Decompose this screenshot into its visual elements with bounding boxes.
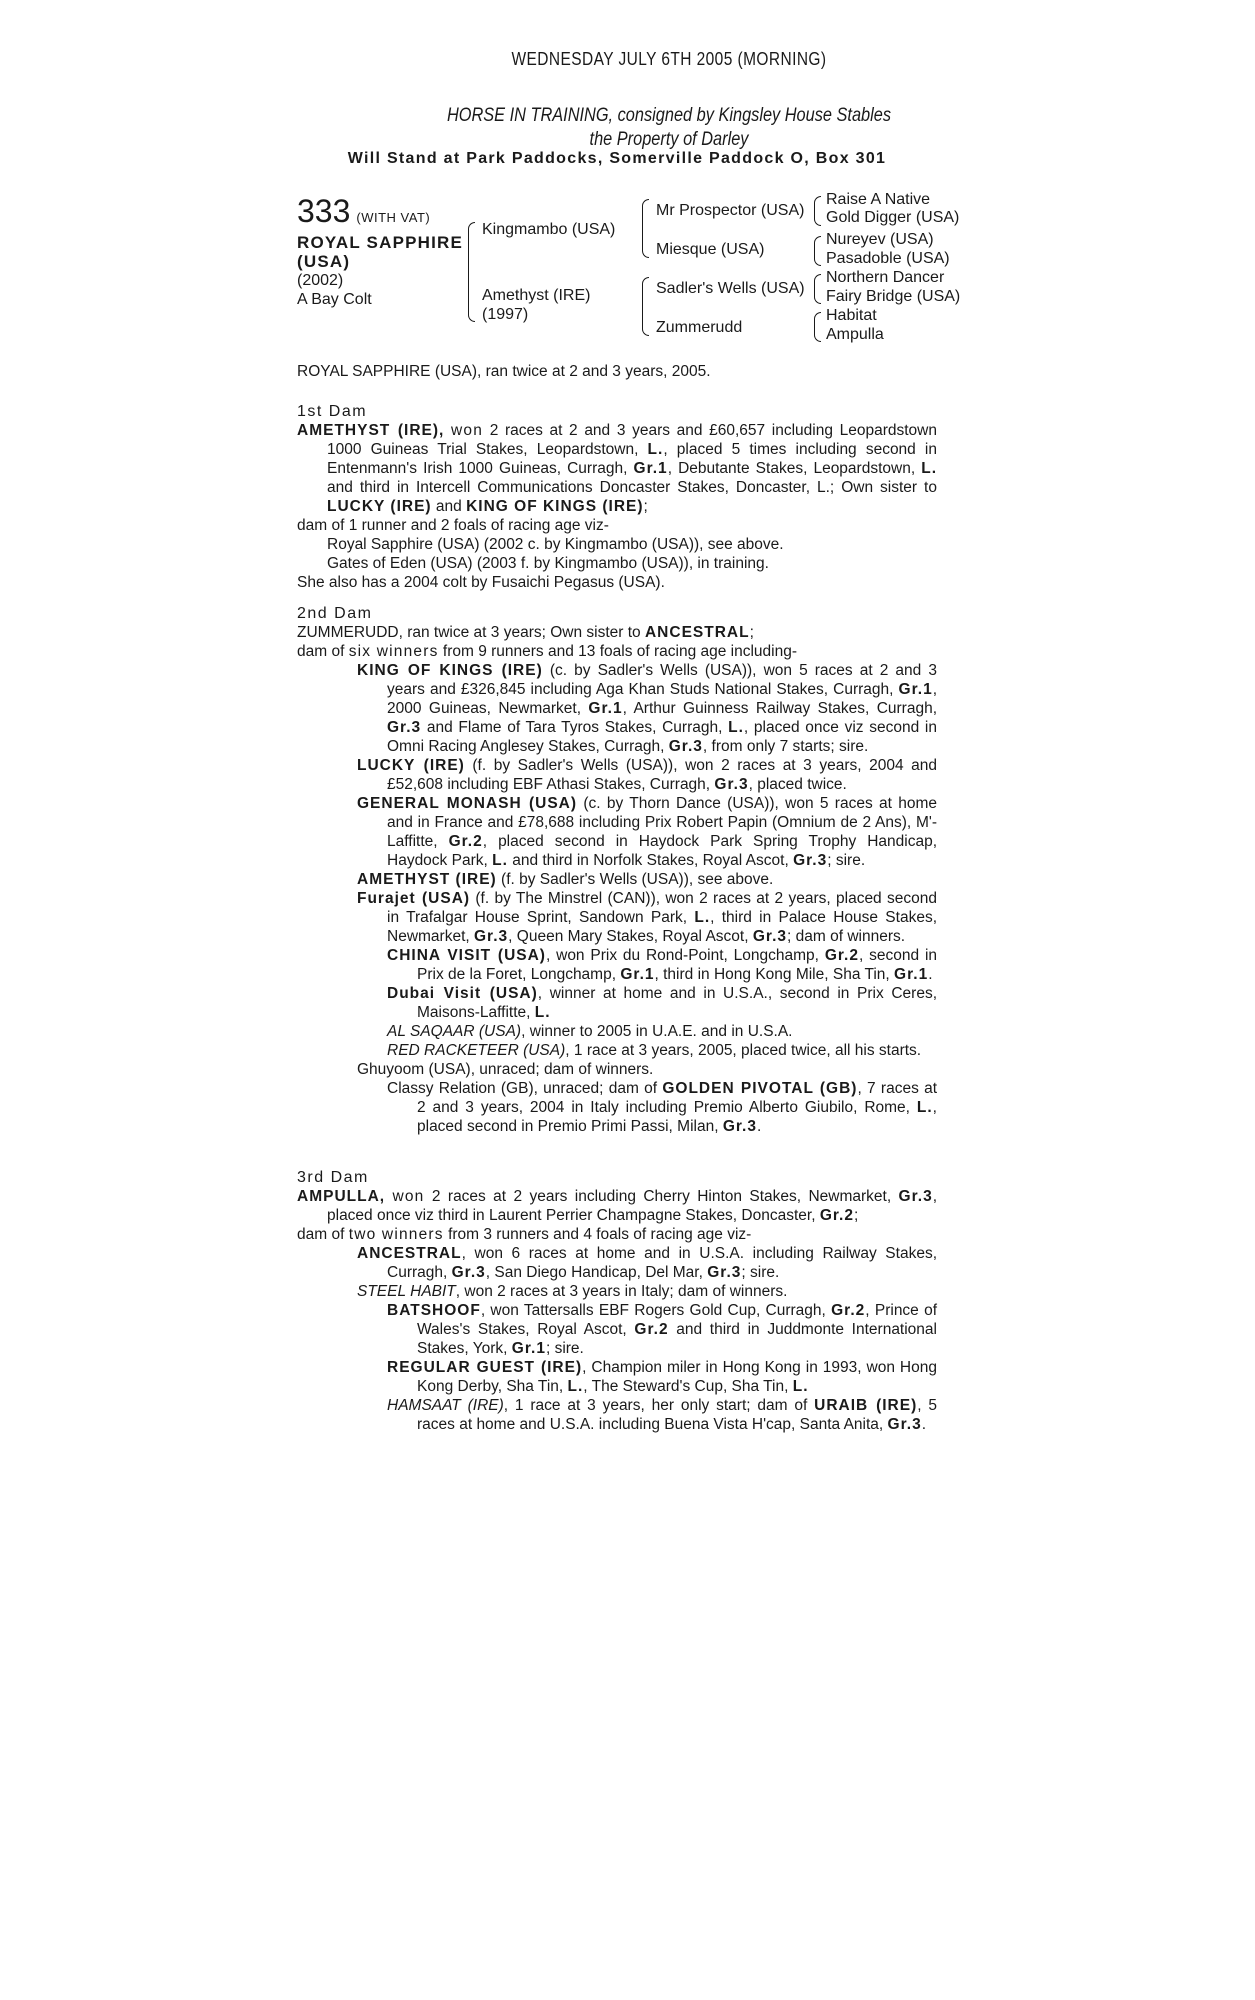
property-line: the Property of Darley [589, 129, 749, 150]
horse-name: CHINA VISIT (USA) [387, 947, 546, 964]
text-fragment: . [921, 1416, 927, 1433]
text-fragment: , Arthur Guinness Railway Stakes, Curragh, [622, 700, 937, 717]
dam-dam-dam: Ampulla [826, 326, 884, 343]
text-fragment: Gr.3 [668, 738, 703, 755]
text-fragment: Gr.3 [707, 1264, 742, 1281]
first-dam-record [297, 421, 937, 516]
horse-name: GOLDEN PIVOTAL (GB) [662, 1080, 858, 1097]
produce-note: She also has a 2004 colt by Fusaichi Pegasus (USA). [297, 574, 665, 591]
text-fragment: , placed second in Premio Primi Passi, Milan, [417, 1099, 937, 1135]
grand-produce-item [297, 1358, 937, 1396]
sibling-name: KING OF KINGS (IRE) [466, 498, 644, 515]
listed-label: L. [921, 460, 938, 477]
stand-text: Will Stand at Park Paddocks, Somerville Paddock O, Box 301 [347, 150, 887, 167]
text-fragment: 2 races at 2 years including Cherry Hinton Stakes, Newmarket, [431, 1188, 892, 1205]
text-fragment: ; dam of winners. [787, 928, 906, 945]
horse-name: REGULAR GUEST (IRE) [387, 1359, 583, 1376]
sire-brace [642, 199, 649, 258]
text-fragment: , 7 races at 2 and 3 years, 2004 in Italy including Premio Alberto Giubilo, Rome, [417, 1080, 938, 1116]
produce-item [297, 1282, 937, 1301]
text-fragment: Gr.2 [448, 833, 483, 850]
text-fragment: , placed once viz second in Omni Racing Anglesey Stakes, Curragh, [387, 719, 937, 755]
text-fragment: Gr.1 [620, 966, 655, 983]
second-dam-heading: 2nd Dam [297, 605, 373, 622]
dam-name: AMPULLA, [297, 1188, 386, 1205]
horse-name: ANCESTRAL [357, 1245, 462, 1262]
horse-name: LUCKY (IRE) [357, 757, 465, 774]
text-fragment: Gr.3 [722, 1118, 757, 1135]
produce-item [297, 661, 937, 756]
text-fragment: L. [916, 1099, 933, 1116]
record-text: and [435, 498, 462, 515]
text-fragment: won [392, 1188, 425, 1205]
sire-dam-sire: Nureyev (USA) [826, 231, 934, 248]
text-fragment: , third in Hong Kong Mile, Sha Tin, [654, 966, 890, 983]
text-fragment: and Flame of Tara Tyros Stakes, Curragh, [426, 719, 723, 736]
grand-produce-item [297, 1079, 937, 1136]
lot-block [297, 195, 463, 309]
text-fragment: and third in Norfolk Stakes, Royal Ascot, [512, 852, 789, 869]
record-text: ; [643, 498, 648, 515]
horse-name: ROYAL SAPPHIRE [297, 233, 464, 252]
record-text: , placed 5 times including second in Entenmann's Irish 1000 Guineas, Curragh, [327, 441, 937, 477]
horse-country: (USA) [297, 252, 351, 271]
text-fragment: ; sire. [741, 1264, 780, 1281]
won-text: won [451, 422, 484, 439]
second-dam-section [297, 604, 937, 1136]
produce-item: Royal Sapphire (USA) (2002 c. by Kingmambo (USA)), see above. [327, 536, 784, 553]
text-fragment: , won Tattersalls EBF Rogers Gold Cup, Curragh, [480, 1302, 826, 1319]
vat-label: (WITH VAT) [356, 210, 431, 225]
winners-count: six winners [348, 643, 439, 660]
text-fragment: , 2000 Guineas, Newmarket, [387, 681, 938, 717]
record-text: dam of [297, 643, 345, 660]
lot-number: 333 [297, 193, 351, 229]
horse-name: BATSHOOF [387, 1302, 481, 1319]
third-dam-section [297, 1168, 937, 1434]
sale-date-text: WEDNESDAY JULY 6TH 2005 (MORNING) [511, 49, 827, 69]
grand-produce-item [297, 946, 937, 984]
second-dam-record [297, 623, 937, 642]
record-text: from 9 runners and 13 foals of racing age including- [442, 643, 798, 660]
consignment-line: HORSE IN TRAINING, consigned by Kingsley House Stables [446, 105, 892, 126]
text-fragment: Gr.3 [752, 928, 788, 945]
text-fragment: , placed twice. [748, 776, 847, 793]
text-fragment: Gr.2 [634, 1321, 669, 1338]
sd-brace [814, 236, 821, 266]
grand-produce-item [297, 1041, 937, 1060]
sire-sire-dam: Gold Digger (USA) [826, 209, 960, 226]
text-fragment: , 1 race at 3 years, her only start; dam of [503, 1397, 808, 1414]
sire-sire: Mr Prospector (USA) [656, 202, 805, 219]
horse-name: Dubai Visit (USA) [387, 985, 538, 1002]
dam-sire-dam: Fairy Bridge (USA) [826, 288, 961, 305]
horse-name: AMETHYST (IRE) [357, 871, 497, 888]
text-fragment: ; sire. [545, 1340, 584, 1357]
grand-produce-item [297, 984, 937, 1022]
dam-year: (1997) [482, 306, 529, 323]
text-fragment: Gr.3 [451, 1264, 486, 1281]
text-fragment: , Champion miler in Hong Kong in 1993, won Hong Kong Derby, Sha Tin, [417, 1359, 937, 1395]
first-dam-section [297, 402, 937, 592]
produce-intro [297, 1225, 937, 1244]
race-summary [297, 362, 937, 381]
text-fragment: Gr.3 [474, 928, 509, 945]
text-fragment: . [757, 1118, 762, 1135]
text-fragment: ; [854, 1207, 859, 1224]
dam: Amethyst (IRE) [482, 287, 591, 304]
text-fragment: . [928, 966, 933, 983]
text-fragment: Gr.3 [887, 1416, 922, 1433]
grand-produce-item [297, 1301, 937, 1358]
text-fragment: , won 2 races at 3 years in Italy; dam of winners. [455, 1283, 788, 1300]
horse-name: AL SAQAAR (USA) [387, 1023, 522, 1040]
record-text: ZUMMERUDD, ran twice at 3 years; Own sister to [297, 624, 641, 641]
sire-dam-dam: Pasadoble (USA) [826, 250, 950, 267]
text-fragment: L. [694, 909, 711, 926]
produce-item [297, 889, 937, 946]
dd-brace [814, 312, 821, 342]
produce-item: Ghuyoom (USA), unraced; dam of winners. [357, 1061, 654, 1078]
text-fragment: , third in Palace House Stakes, Newmarket, [387, 909, 937, 945]
dam-sire: Sadler's Wells (USA) [656, 280, 805, 297]
produce-intro: dam of 1 runner and 2 foals of racing age viz- [297, 517, 609, 534]
horse-name: HAMSAAT (IRE) [387, 1397, 504, 1414]
sire: Kingmambo (USA) [482, 221, 616, 238]
foal-year: (2002) [297, 272, 344, 289]
text-fragment: and third in Juddmonte International Stakes, York, [417, 1321, 937, 1357]
text-fragment: Gr.3 [714, 776, 749, 793]
text-fragment: Gr.1 [894, 966, 929, 983]
text-fragment: (c. by Sadler's Wells (USA)), won 5 races at 2 and 3 years and £326,845 including Aga Khan Studs National Stakes, Curragh, [387, 662, 937, 698]
horse-name: URAIB (IRE) [814, 1397, 918, 1414]
text-fragment: L. [792, 1378, 809, 1395]
third-dam-heading: 3rd Dam [297, 1169, 369, 1186]
text-fragment: L. [492, 852, 508, 869]
summary-text: ROYAL SAPPHIRE (USA), ran twice at 2 and 3 years, 2005. [297, 363, 711, 380]
produce-item [297, 870, 937, 889]
grand-produce-item [297, 1022, 937, 1041]
text-fragment: Gr.3 [387, 719, 422, 736]
text-fragment: , San Diego Handicap, Del Mar, [485, 1264, 703, 1281]
text-fragment: , winner to 2005 in U.A.E. and in U.S.A. [521, 1023, 793, 1040]
horse-description: A Bay Colt [297, 291, 372, 308]
group-label: Gr.1 [633, 460, 668, 477]
text-fragment: from 3 runners and 4 foals of racing age viz- [448, 1226, 752, 1243]
first-dam-heading: 1st Dam [297, 403, 368, 420]
text-fragment: , 5 races at home and U.S.A. including Buena Vista H'cap, Santa Anita, [417, 1397, 937, 1433]
dam-name: AMETHYST (IRE), [297, 422, 445, 439]
horse-name: KING OF KINGS (IRE) [357, 662, 543, 679]
horse-name: RED RACKETEER (USA) [387, 1042, 566, 1059]
text-fragment: ; sire. [827, 852, 866, 869]
text-fragment: Gr.2 [819, 1207, 854, 1224]
listed-label: L. [647, 441, 664, 458]
text-fragment: (f. by Sadler's Wells (USA)), won 2 races at 3 years, 2004 and £52,608 including EBF Athasi Stakes, Curragh, [387, 757, 937, 793]
text-fragment: , The Steward's Cup, Sha Tin, [583, 1378, 789, 1395]
text-fragment: L. [534, 1004, 551, 1021]
record-text: , Debutante Stakes, Leopardstown, [667, 460, 916, 477]
grand-produce-item [297, 1396, 937, 1434]
sibling-name: LUCKY (IRE) [327, 498, 432, 515]
produce-item [297, 1244, 937, 1282]
horse-name: GENERAL MONASH (USA) [357, 795, 578, 812]
stand-location [297, 150, 937, 168]
dam-dam: Zummerudd [656, 319, 743, 336]
horse-name: Furajet (USA) [357, 890, 471, 907]
sire-sire-sire: Raise A Native [826, 191, 931, 208]
text-fragment: L. [567, 1378, 584, 1395]
produce-item: Gates of Eden (USA) (2003 f. by Kingmambo (USA)), in training. [327, 555, 769, 572]
sale-date [349, 50, 989, 69]
pedigree-brace [468, 222, 475, 322]
record-text: ; [749, 624, 754, 641]
produce-intro [297, 642, 937, 661]
text-fragment: Gr.1 [511, 1340, 546, 1357]
text-fragment: Gr.3 [793, 852, 828, 869]
record-text: and third in Intercell Communications Doncaster Stakes, Doncaster, L.; Own sister to [327, 479, 937, 496]
sibling-name: ANCESTRAL [644, 624, 750, 641]
text-fragment: Gr.2 [824, 947, 859, 964]
record-text: 2 races at 2 and 3 years and £60,657 including Leopardstown 1000 Guineas Trial Stakes, Leopardstown, [327, 422, 937, 458]
text-fragment: (c. by Thorn Dance (USA)), won 5 races at home and in France and £78,688 including Prix Robert Papin (Omnium de 2 Ans), M'-Laffitte, [387, 795, 937, 850]
text-fragment: , 1 race at 3 years, 2005, placed twice, all his starts. [565, 1042, 922, 1059]
text-fragment: dam of [297, 1226, 345, 1243]
dam-sire-sire: Northern Dancer [826, 269, 945, 286]
text-fragment: Gr.1 [898, 681, 933, 698]
third-dam-record [297, 1187, 937, 1225]
horse-name: STEEL HABIT [357, 1283, 456, 1300]
text-fragment: , from only 7 starts; sire. [702, 738, 869, 755]
winners-count: two winners [348, 1226, 444, 1243]
text-fragment: , won 6 races at home and in U.S.A. including Railway Stakes, Curragh, [387, 1245, 937, 1281]
text-fragment: Gr.1 [588, 700, 623, 717]
text-fragment: , Queen Mary Stakes, Royal Ascot, [508, 928, 749, 945]
produce-item [297, 794, 937, 870]
text-fragment: , second in Prix de la Foret, Longchamp, [417, 947, 938, 983]
text-fragment: , placed once viz third in Laurent Perrier Champagne Stakes, Doncaster, [327, 1188, 938, 1224]
text-fragment: (f. by The Minstrel (CAN)), won 2 races at 2 years, placed second in Trafalgar House Sprint, Sandown Park, [387, 890, 937, 926]
dam-dam-sire: Habitat [826, 307, 877, 324]
text-fragment: L. [728, 719, 744, 736]
text-fragment: Gr.2 [831, 1302, 866, 1319]
sire-dam: Miesque (USA) [656, 241, 765, 258]
text-fragment: , placed second in Haydock Park Spring Trophy Handicap, Haydock Park, [387, 833, 937, 869]
text-fragment: , Prince of Wales's Stakes, Royal Ascot, [417, 1302, 938, 1338]
dam-brace [642, 277, 649, 336]
ss-brace [814, 196, 821, 226]
ds-brace [814, 274, 821, 304]
text-fragment: , won Prix du Rond-Point, Longchamp, [545, 947, 819, 964]
text-fragment: (f. by Sadler's Wells (USA)), see above. [501, 871, 774, 888]
text-fragment: Classy Relation (GB), unraced; dam of [387, 1080, 658, 1097]
consignment [349, 104, 989, 152]
text-fragment: Gr.3 [898, 1188, 933, 1205]
produce-item [297, 756, 937, 794]
text-fragment: , winner at home and in U.S.A., second in Prix Ceres, Maisons-Laffitte, [417, 985, 937, 1021]
